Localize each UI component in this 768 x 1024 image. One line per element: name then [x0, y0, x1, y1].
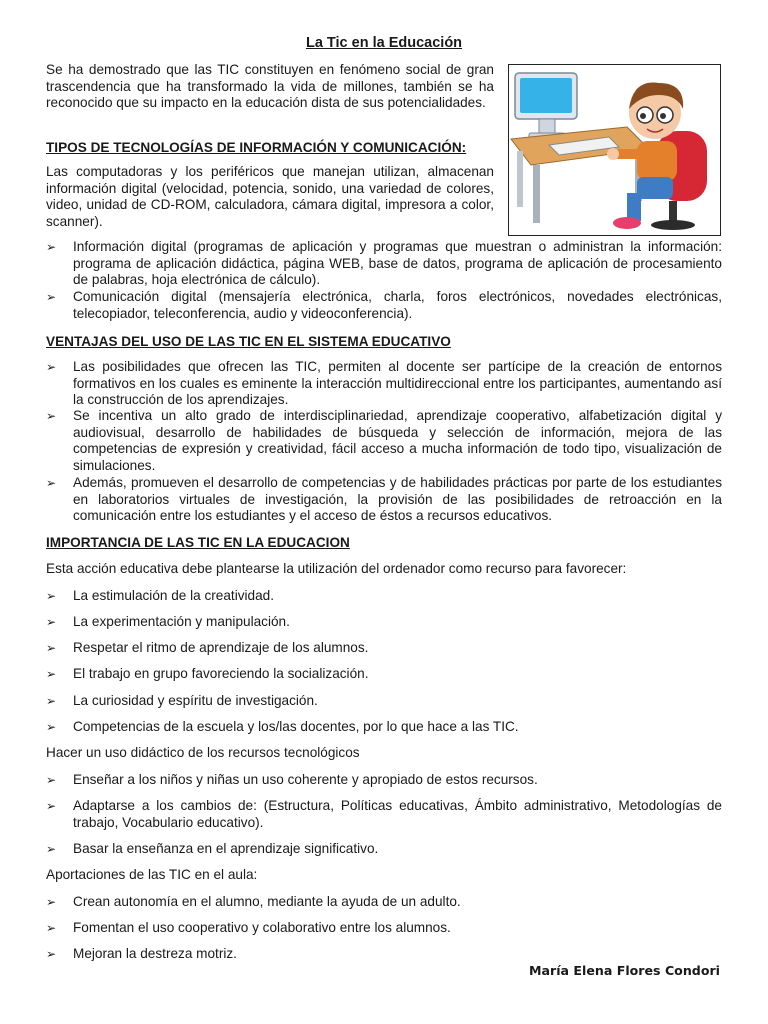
arrowhead-bullet-icon: ➢ — [46, 589, 57, 603]
list-item: Crean autonomía en el alumno, mediante la ayuda de un adulto. — [73, 894, 461, 909]
section-heading-importance: IMPORTANCIA DE LAS TIC EN LA EDUCACION — [46, 535, 350, 550]
intro-paragraph: Se ha demostrado que las TIC constituyen en fenómeno social de gran trascendencia que ha transformado la vida de millones, también se ha reconocido que su impacto en la educación dista de sus potencialidades. — [46, 62, 494, 111]
arrowhead-bullet-icon: ➢ — [46, 799, 57, 813]
arrowhead-bullet-icon: ➢ — [46, 409, 57, 423]
list-item: Adaptarse a los cambios de: (Estructura, Políticas educativas, Ámbito administrativo, Metodologías de trabajo, Vocabulario educativo). — [73, 798, 722, 830]
list-item: Además, promueven el desarrollo de competencias y de habilidades prácticas por parte de los estudiantes en laboratorios virtuales de investigación, la provisión de las posibilidades de retroacción en la comunicación entre los estudiantes y el acceso de éstos a recursos educativos. — [73, 475, 722, 524]
author-name: María Elena Flores Condori — [528, 963, 720, 978]
didactic-intro: Hacer un uso didáctico de los recursos tecnológicos — [46, 745, 360, 760]
arrowhead-bullet-icon: ➢ — [46, 842, 57, 856]
arrowhead-bullet-icon: ➢ — [46, 476, 57, 490]
list-item: Se incentiva un alto grado de interdisciplinariedad, aprendizaje cooperativo, alfabetización digital y audiovisual, desarrollo de habilidades de búsqueda y selección de información, mejora de las competencias de expresión y creatividad, fácil acceso a mucha información de todo tipo, visualización de simulaciones. — [73, 408, 722, 473]
list-item: Las posibilidades que ofrecen las TIC, permiten al docente ser partícipe de la creación de entornos formativos en los cuales es eminente la interacción multidireccional entre los participantes, aumentando así la construcción de los aprendizajes. — [73, 359, 722, 408]
list-item: Competencias de la escuela y los/las docentes, por lo que hace a las TIC. — [73, 719, 519, 734]
child-computer-drawing — [509, 65, 720, 235]
arrowhead-bullet-icon: ➢ — [46, 290, 57, 304]
arrowhead-bullet-icon: ➢ — [46, 921, 57, 935]
arrowhead-bullet-icon: ➢ — [46, 720, 57, 734]
importance-intro: Esta acción educativa debe plantearse la utilización del ordenador como recurso para favorecer: — [46, 561, 627, 576]
list-item: La experimentación y manipulación. — [73, 614, 290, 629]
arrowhead-bullet-icon: ➢ — [46, 667, 57, 681]
list-item: Mejoran la destreza motriz. — [73, 946, 237, 961]
child-at-computer-illustration — [508, 64, 721, 236]
list-item: Enseñar a los niños y niñas un uso coherente y apropiado de estos recursos. — [73, 772, 538, 787]
list-item: Información digital (programas de aplicación y programas que muestran o administran la información: programa de aplicación didáctica, página WEB, base de datos, programa de aplicación de procesamiento de palabras, hoja electrónica de cálculo). — [73, 239, 722, 288]
list-item: Comunicación digital (mensajería electrónica, charla, foros electrónicos, novedades electrónicas, telecopiador, teleconferencia, audio y videoconferencia). — [73, 289, 722, 321]
page-title: La Tic en la Educación — [305, 35, 463, 51]
list-item: La estimulación de la creatividad. — [73, 588, 274, 603]
section-heading-types: TIPOS DE TECNOLOGÍAS DE INFORMACIÓN Y COMUNICACIÓN: — [46, 140, 467, 155]
list-item: La curiosidad y espíritu de investigación. — [73, 693, 318, 708]
list-item: Respetar el ritmo de aprendizaje de los alumnos. — [73, 640, 369, 655]
arrowhead-bullet-icon: ➢ — [46, 895, 57, 909]
list-item: El trabajo en grupo favoreciendo la socialización. — [73, 666, 369, 681]
section-heading-advantages: VENTAJAS DEL USO DE LAS TIC EN EL SISTEMA EDUCATIVO — [46, 334, 451, 349]
arrowhead-bullet-icon: ➢ — [46, 240, 57, 254]
list-item: Fomentan el uso cooperativo y colaborativo entre los alumnos. — [73, 920, 451, 935]
arrowhead-bullet-icon: ➢ — [46, 641, 57, 655]
arrowhead-bullet-icon: ➢ — [46, 694, 57, 708]
arrowhead-bullet-icon: ➢ — [46, 773, 57, 787]
contributions-intro: Aportaciones de las TIC en el aula: — [46, 867, 258, 882]
list-item: Basar la enseñanza en el aprendizaje significativo. — [73, 841, 379, 856]
types-paragraph: Las computadoras y los periféricos que manejan utilizan, almacenan información digital (velocidad, potencia, sonido, una variedad de colores, video, unidad de CD-ROM, calculadora, cámara digital, impresora a color, scanner). — [46, 164, 494, 229]
arrowhead-bullet-icon: ➢ — [46, 947, 57, 961]
arrowhead-bullet-icon: ➢ — [46, 360, 57, 374]
arrowhead-bullet-icon: ➢ — [46, 615, 57, 629]
